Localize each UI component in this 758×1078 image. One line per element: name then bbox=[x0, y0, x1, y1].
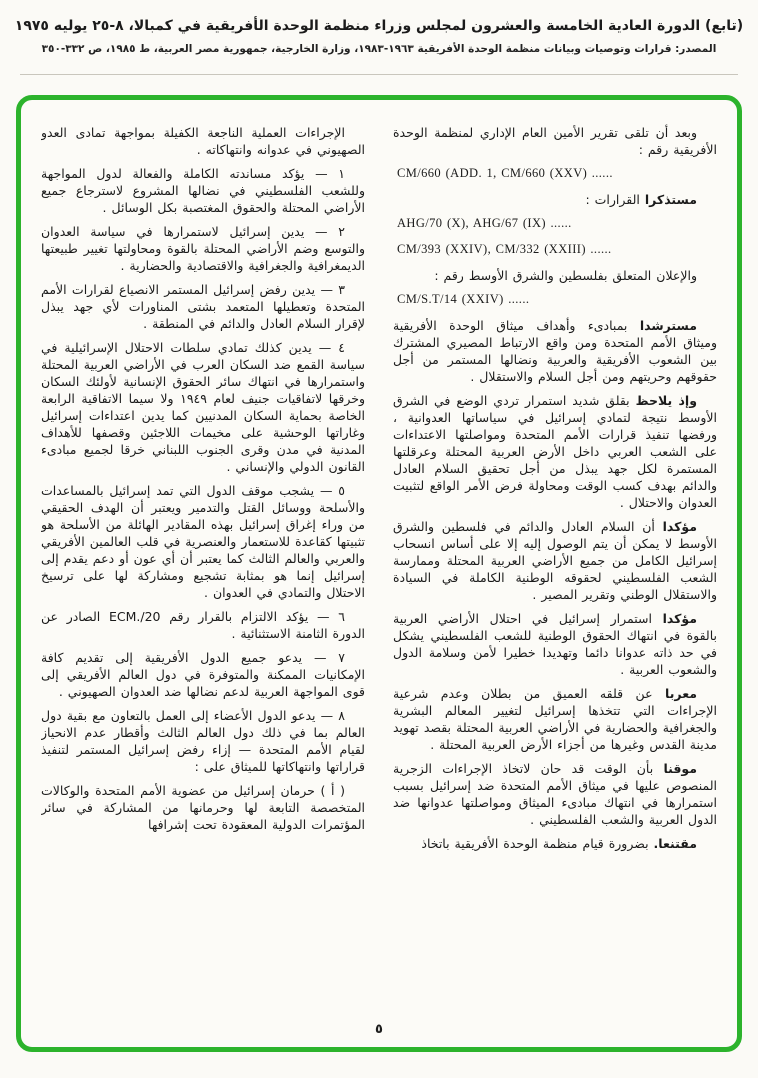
paragraph: مؤكدا استمرار إسرائيل في احتلال الأراضي العربية بالقوة في انتهاك الحقوق الوطنية للشعب الفلسطيني يشكل في حد ذاته عدوانا دائما وتهديدا خطيرا لأمن وسلامة الدول والشعوب العربية . bbox=[393, 611, 717, 677]
text-columns bbox=[41, 124, 717, 1011]
paragraph: وبعد أن تلقى تقرير الأمين العام الإداري لمنظمة الوحدة الأفريقية رقم : bbox=[393, 125, 717, 157]
paragraph: ٨ — يدعو الدول الأعضاء إلى العمل بالتعاون مع بقية دول العالم بما في ذلك دول العالم الثالث وأقطار عدم الانحياز لقيام الأمم المتحدة — إزاء رفض إسرائيل المستمر لتنفيذ قراراتها وانتهاكاتها للميثاق على : bbox=[41, 708, 365, 774]
paragraph: مؤكدا أن السلام العادل والدائم في فلسطين والشرق الأوسط لا يمكن أن يتم الوصول إليه إلا على أساس انسحاب إسرائيل الكامل من جميع الأراضي العربية المحتلة وممارسة الشعب الفلسطيني لحقوقه الوطنية الكاملة في السيادة والاستقلال الوطني وتقرير المصير . bbox=[393, 519, 717, 602]
paragraph: مستذكرا القرارات : bbox=[585, 192, 697, 207]
paragraph: مسترشدا بمبادىء وأهداف ميثاق الوحدة الأفريقية وميثاق الأمم المتحدة ومن واقع الارتباط المصيري المشترك بين الشعوب الأفريقية والعربية ونضالها المستمر من أجل حقوقهم وحريتهم ومن أجل السلام والاستقلال . bbox=[393, 318, 717, 384]
header-divider bbox=[20, 74, 738, 75]
paragraph: ( أ ) حرمان إسرائيل من عضوية الأمم المتحدة والوكالات المتخصصة التابعة لها وحرمانها من المشاركة في سائر المؤتمرات الدولية المعقودة تحت إشرافها bbox=[41, 783, 365, 832]
paragraph: مقتنعا. بضرورة قيام منظمة الوحدة الأفريقية باتخاذ bbox=[421, 836, 697, 851]
paragraph: ٥ — يشجب موقف الدول التي تمد إسرائيل بالمساعدات والأسلحة ووسائل القتل والتدمير ويعتبر أن الهدف الحقيقي من وراء إغراق إسرائيل بهذه المقادير الهائلة من الأسلحة هو تثبيتها كقاعدة للاستعمار والعنصرية في قلب العالمين الأفريقي والعربي والعالم الثالث كما يعتبر أن أي عون أو دعم يقدم إلى إسرائيل إنما هو بمثابة تشجيع ومشاركة لها على ترسيخ الاحتلال والتمادي في العدوان . bbox=[41, 483, 365, 600]
document-frame bbox=[16, 95, 742, 1052]
paragraph: والإعلان المتعلق بفلسطين والشرق الأوسط رقم : bbox=[434, 268, 697, 283]
header-session-title: (تابع) الدورة العادية الخامسة والعشرون لمجلس وزراء منظمة الوحدة الأفريقية في كمبالا، ٨-٢٥ يوليه ١٩٧٥ bbox=[14, 18, 744, 34]
paragraph: وإذ يلاحظ بقلق شديد استمرار تردي الوضع في الشرق الأوسط نتيجة لتمادي إسرائيل في سياساتها العدوانية ، ورفضها تنفيذ قرارات الأمم المتحدة ومواصلتها الاعتداءات على الشعب العربي داخل الأرض العربية المحتلة وعرقلتها المستمرة لكل جهد يبذل من أجل تحقيق السلام العادل والدائم بهدف كسب الوقت ومحاولة فرض الأمر الواقع لتثبيت العدوان والاحتلال . bbox=[393, 393, 717, 510]
paragraph: ٦ — يؤكد الالتزام بالقرار رقم ECM./20 الصادر عن الدورة الثامنة الاستثنائية . bbox=[41, 609, 365, 641]
paragraph: موقنا بأن الوقت قد حان لاتخاذ الإجراءات الزجرية المنصوص عليها في ميثاق الأمم المتحدة ضد إسرائيل بسبب استمرارها في انتهاك مبادىء الميثاق ومواصلتها عدوانها ضد الدول العربية والشعب الفلسطيني . bbox=[393, 761, 717, 827]
paragraph: ٣ — يدين رفض إسرائيل المستمر الانصياع لقرارات الأمم المتحدة وتعطيلها المتعمد بشتى المناورات لأي جهد يبذل لإقرار السلام العادل والدائم في المنطقة . bbox=[41, 282, 365, 331]
paragraph: ٧ — يدعو جميع الدول الأفريقية إلى تقديم كافة الإمكانيات الممكنة والمتوفرة في دول العالم الأفريقي إلى قوى المواجهة العربية لدعم نضالها ضد العدوان الصهيوني . bbox=[41, 650, 365, 699]
reference-line: CM/660 (ADD. 1, CM/660 (XXV) ...... bbox=[397, 166, 613, 180]
paragraph: ٢ — يدين إسرائيل لاستمرارها في سياسة العدوان والتوسع وضم الأراضي المحتلة بالقوة ومحاولتها تغيير طبيعتها الديمغرافية والجغرافية والاقتصادية والحضارية . bbox=[41, 224, 365, 273]
header-source-line: المصدر: قرارات وتوصيات وبيانات منظمة الوحدة الأفريقية ١٩٦٣-١٩٨٣، وزارة الخارجية، جمهورية مصر العربية، ط ١٩٨٥، ص ٣٣٢-٣٥٠ bbox=[41, 43, 717, 55]
reference-line: CM/S.T/14 (XXIV) ...... bbox=[397, 292, 530, 306]
paragraph: الإجراءات العملية الناجعة الكفيلة بمواجهة تمادى العدو الصهيوني في عدوانه وانتهاكاته . bbox=[41, 125, 365, 157]
paragraph: ٤ — يدين كذلك تمادي سلطات الاحتلال الإسرائيلية في سياسة القمع ضد السكان العرب في الأراضي العربية المحتلة واستمرارها في انتهاك سائر الحقوق الإنسانية لأولئك السكان وخرقها لاتفاقيات جنيف لعام ١٩٤٩ ولا سيما الاتفاقية الرابعة الخاصة بحماية السكان المدنيين كما يدين اعتداءات إسرائيل وغاراتها الوحشية على مخيمات اللاجئين وقصفها للأهداف المدنية في مدن وقرى الجنوب اللبناني خرقا لجميع مبادىء القانون الدولي والإنساني . bbox=[41, 340, 365, 474]
right-column bbox=[393, 124, 717, 1011]
reference-line: CM/393 (XXIV), CM/332 (XXIII) ...... bbox=[397, 242, 612, 256]
paragraph: ١ — يؤكد مساندته الكاملة والفعالة لدول المواجهة وللشعب الفلسطيني في نضالها المشروع لاسترجاع جميع الأراضي المحتلة والحقوق المغتصبة بكل الوسائل . bbox=[41, 166, 365, 215]
paragraph: معربا عن قلقه العميق من بطلان وعدم شرعية الإجراءات التي تتخذها إسرائيل لتغيير المعالم البشرية والجغرافية والحضارية في الأراضي العربية المحتلة بقصد تهويد مدينة القدس وغيرها من أجزاء الأرض العربية المحتلة . bbox=[393, 686, 717, 752]
page-header bbox=[0, 18, 758, 55]
page-number: ٥ bbox=[375, 1022, 383, 1037]
reference-line: AHG/70 (X), AHG/67 (IX) ...... bbox=[397, 216, 572, 230]
left-column bbox=[41, 124, 365, 1011]
